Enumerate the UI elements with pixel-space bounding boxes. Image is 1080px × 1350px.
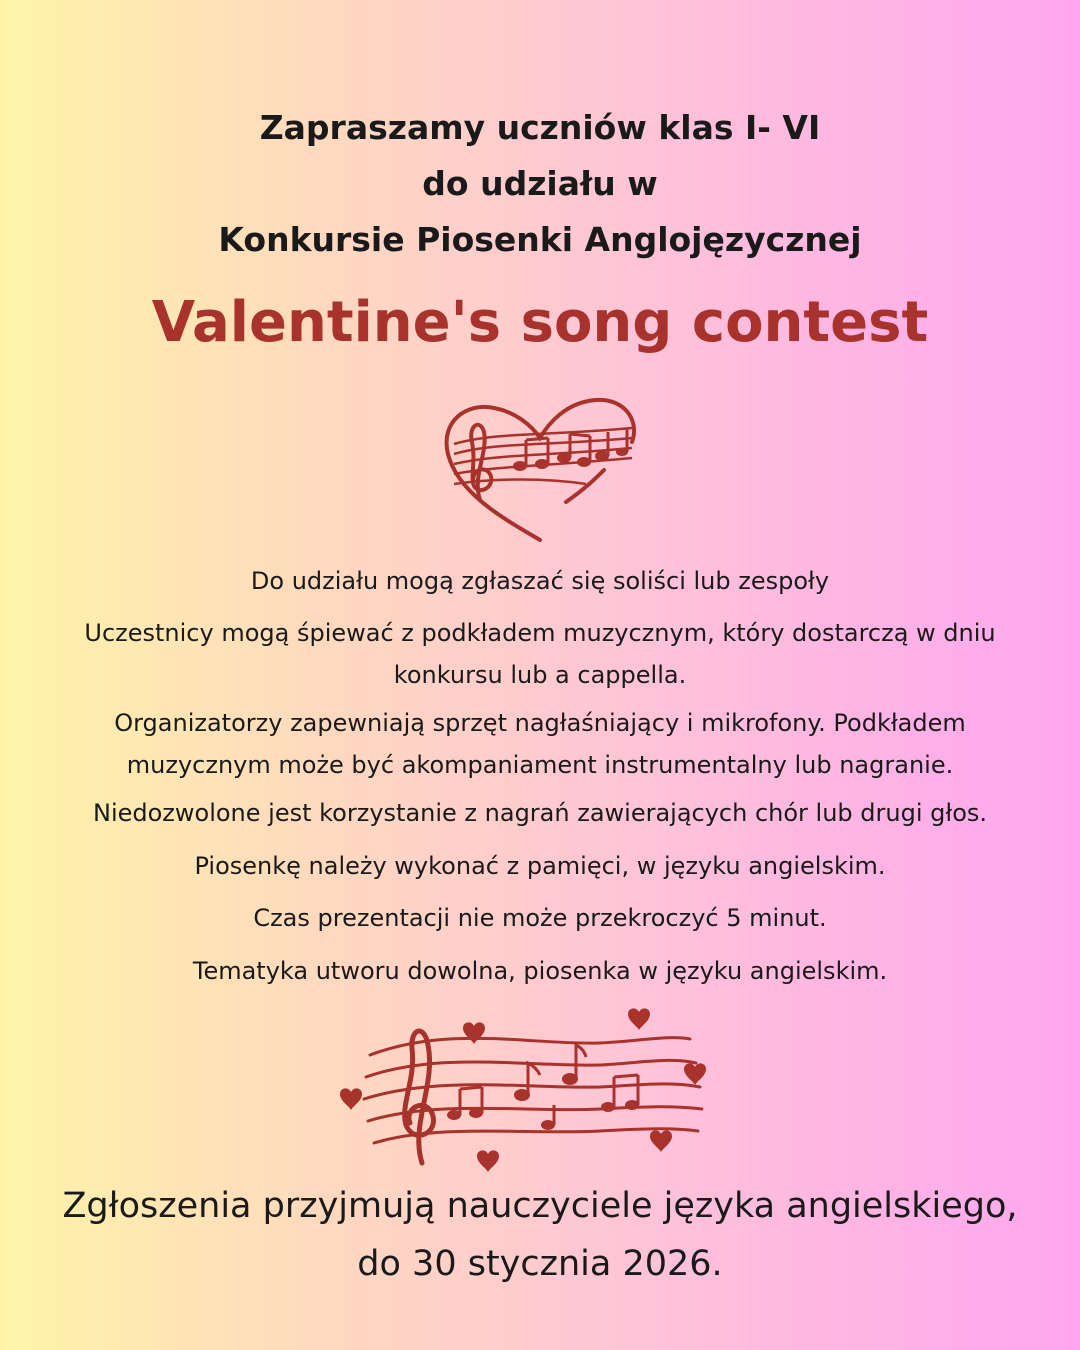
contest-title: Valentine's song contest xyxy=(151,290,929,355)
rule-line: Uczestnicy mogą śpiewać z podkładem muzycznym, który dostarczą w dniu konkursu lub a cappella. xyxy=(84,619,996,689)
rule-line: Organizatorzy zapewniają sprzęt nagłaśniający i mikrofony. Podkładem muzycznym może być akompaniament instrumentalny lub nagranie. xyxy=(114,709,966,779)
footer-line-2: do 30 stycznia 2026. xyxy=(357,1244,723,1284)
heart-music-staff-icon xyxy=(436,392,644,552)
rule-line: Niedozwolone jest korzystanie z nagrań zawierających chór lub drugi głos. xyxy=(92,799,988,827)
intro-line-2: do udziału w xyxy=(422,164,658,203)
music-staff-hearts-icon xyxy=(330,1005,730,1180)
rule-line: Czas prezentacji nie może przekroczyć 5 minut. xyxy=(253,904,827,932)
rule-line: Tematyka utworu dowolna, piosenka w języku angielskim. xyxy=(192,957,888,985)
footer-line-1: Zgłoszenia przyjmują nauczyciele języka angielskiego, xyxy=(62,1186,1018,1226)
intro-line-3: Konkursie Piosenki Anglojęzycznej xyxy=(218,220,862,259)
rule-line: Do udziału mogą zgłaszać się soliści lub zespoły xyxy=(250,567,830,595)
rule-line: Piosenkę należy wykonać z pamięci, w języku angielskim. xyxy=(194,852,886,880)
intro-line-1: Zapraszamy uczniów klas I- VI xyxy=(259,108,821,147)
